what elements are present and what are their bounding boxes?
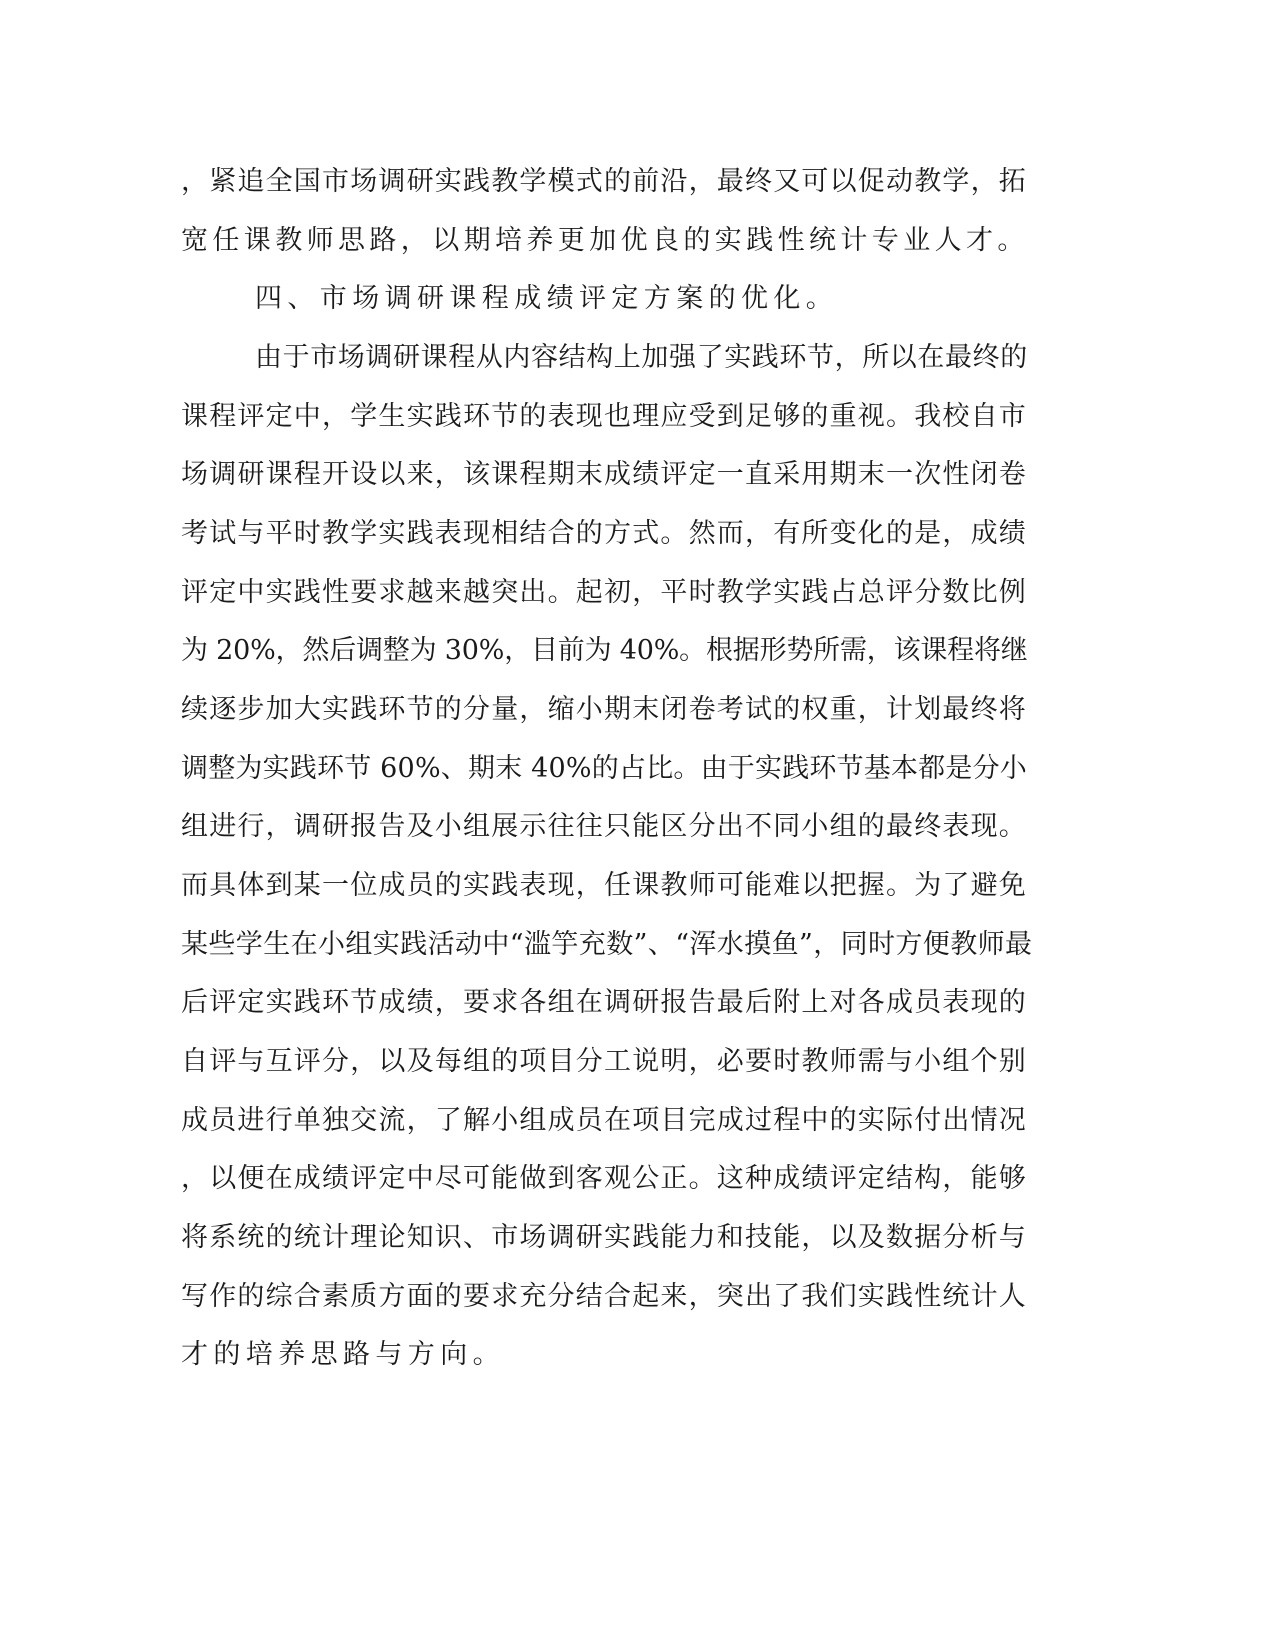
text-line: 而具体到某一位成员的实践表现，任课教师可能难以把握。为了避免 <box>181 870 1027 901</box>
text-line: 某些学生在小组实践活动中“滥竽充数”、“浑水摸鱼”，同时方便教师最 <box>181 929 1033 960</box>
text-line: 成员进行单独交流，了解小组成员在项目完成过程中的实际付出情况 <box>181 1105 1027 1136</box>
text-line: 场调研课程开设以来，该课程期末成绩评定一直采用期末一次性闭卷 <box>181 459 1027 490</box>
section-heading: 四、市场调研课程成绩评定方案的优化。 <box>255 283 839 314</box>
text-line: 自评与互评分，以及每组的项目分工说明，必要时教师需与小组个别 <box>181 1046 1027 1077</box>
text-line: 为 20%，然后调整为 30%，目前为 40%。根据形势所需，该课程将继 <box>181 635 1028 666</box>
text-line: 组进行，调研报告及小组展示往往只能区分出不同小组的最终表现。 <box>181 811 1027 842</box>
text-line: 课程评定中，学生实践环节的表现也理应受到足够的重视。我校自市 <box>181 401 1027 432</box>
text-line: 由于市场调研课程从内容结构上加强了实践环节，所以在最终的 <box>255 342 1028 373</box>
text-line: 评定中实践性要求越来越突出。起初，平时教学实践占总评分数比例 <box>181 577 1027 608</box>
text-line: ，紧追全国市场调研实践教学模式的前沿，最终又可以促动教学，拓 <box>181 166 1027 197</box>
text-line: 调整为实践环节 60%、期末 40%的占比。由于实践环节基本都是分小 <box>181 753 1027 784</box>
text-line: ，以便在成绩评定中尽可能做到客观公正。这种成绩评定结构，能够 <box>181 1163 1027 1194</box>
text-line: 将系统的统计理论知识、市场调研实践能力和技能，以及数据分析与 <box>181 1222 1027 1253</box>
text-line: 宽任课教师思路，以期培养更加优良的实践性统计专业人才。 <box>181 225 1029 256</box>
text-line: 写作的综合素质方面的要求充分结合起来，突出了我们实践性统计人 <box>181 1281 1027 1312</box>
text-line: 后评定实践环节成绩，要求各组在调研报告最后附上对各成员表现的 <box>181 987 1027 1018</box>
text-line: 考试与平时教学实践表现相结合的方式。然而，有所变化的是，成绩 <box>181 518 1027 549</box>
text-line: 才的培养思路与方向。 <box>181 1339 505 1370</box>
text-line: 续逐步加大实践环节的分量，缩小期末闭卷考试的权重，计划最终将 <box>181 694 1027 725</box>
